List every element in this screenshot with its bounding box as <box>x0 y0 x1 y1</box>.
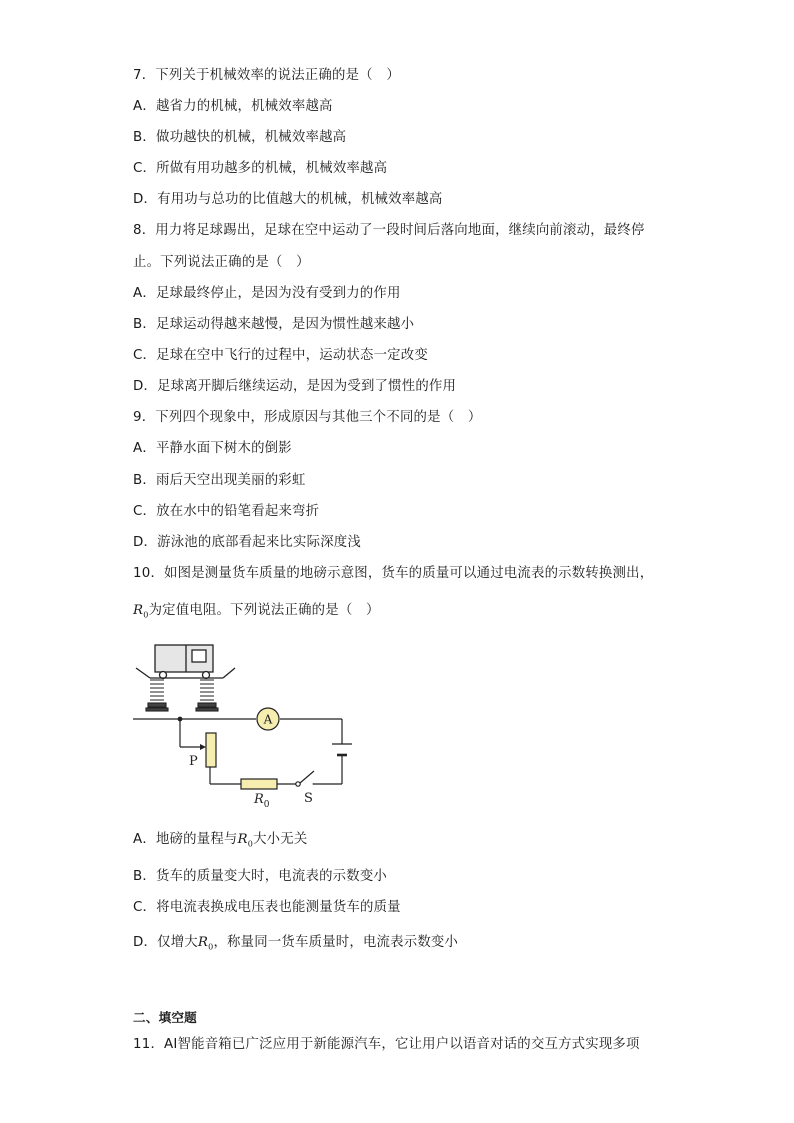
q8-stem-line2: 止。下列说法正确的是（ ） <box>133 255 310 270</box>
q7-option-a: A．越省力的机械，机械效率越高 <box>133 99 333 114</box>
q8-stem-line1: 8．用力将足球踢出，足球在空中运动了一段时间后落向地面，继续向前滚动，最终停 <box>133 223 645 238</box>
q10-d-text-pre: D．仅增大 <box>133 935 198 950</box>
rheostat <box>206 733 216 767</box>
section-2-title: 二、填空题 <box>133 1010 197 1025</box>
q10-a-text-post: 大小无关 <box>253 832 308 847</box>
truck-icon <box>155 645 213 679</box>
q7-option-c: C．所做有用功越多的机械，机械效率越高 <box>133 161 388 176</box>
weighbridge-circuit-diagram <box>128 640 368 820</box>
q8-option-c: C．足球在空中飞行的过程中，运动状态一定改变 <box>133 348 428 363</box>
q10-stem-line2 <box>133 603 380 624</box>
junction-dot <box>178 717 183 722</box>
resistor-r0 <box>241 779 277 789</box>
q10-option-b: B．货车的质量变大时，电流表的示数变小 <box>133 869 388 884</box>
switch <box>296 771 314 786</box>
ammeter-label: A <box>263 712 273 727</box>
q9-stem: 9．下列四个现象中，形成原因与其他三个不同的是（ ） <box>133 410 482 425</box>
r0-symbol: $R_0$ <box>133 603 149 620</box>
q9-option-c: C．放在水中的铅笔看起来弯折 <box>133 504 320 519</box>
ammeter <box>257 708 279 730</box>
q7-stem: 7．下列关于机械效率的说法正确的是（ ） <box>133 68 400 83</box>
q8-option-a: A．足球最终停止，是因为没有受到力的作用 <box>133 286 401 301</box>
r0-symbol: $R_0$ <box>197 935 214 952</box>
q10-d-text-post: ，称量同一货车质量时，电流表示数变小 <box>213 935 459 950</box>
slider-p-label: P <box>189 754 198 769</box>
q8-option-b: B．足球运动得越来越慢，是因为惯性越来越小 <box>133 317 415 332</box>
q10-option-d <box>133 935 458 956</box>
right-spring <box>196 680 218 711</box>
slider-arrow <box>200 744 206 750</box>
q10-stem-line2-text: 为定值电阻。下列说法正确的是（ ） <box>148 603 380 618</box>
resistor-r0-label: $R_0$ <box>254 792 270 810</box>
r0-symbol: $R_0$ <box>237 832 254 849</box>
q7-option-d: D．有用功与总功的比值越大的机械，机械效率越高 <box>133 192 443 207</box>
q10-stem-line1: 10．如图是测量货车质量的地磅示意图，货车的质量可以通过电流表的示数转换测出， <box>133 566 654 581</box>
q10-option-c: C．将电流表换成电压表也能测量货车的质量 <box>133 900 401 915</box>
q9-option-d: D．游泳池的底部看起来比实际深度浅 <box>133 535 361 550</box>
switch-s-label: S <box>304 791 313 806</box>
q11-stem: 11．AI智能音箱已广泛应用于新能源汽车，它让用户以语音对话的交互方式实现多项 <box>133 1037 640 1052</box>
q9-option-b: B．雨后天空出现美丽的彩虹 <box>133 473 306 488</box>
q9-option-a: A．平静水面下树木的倒影 <box>133 441 292 456</box>
battery <box>332 744 352 755</box>
left-spring <box>146 680 168 711</box>
q7-option-b: B．做功越快的机械，机械效率越高 <box>133 130 347 145</box>
q10-a-text-pre: A．地磅的量程与 <box>133 832 238 847</box>
q8-option-d: D．足球离开脚后继续运动，是因为受到了惯性的作用 <box>133 379 457 394</box>
q10-option-a <box>133 832 307 853</box>
